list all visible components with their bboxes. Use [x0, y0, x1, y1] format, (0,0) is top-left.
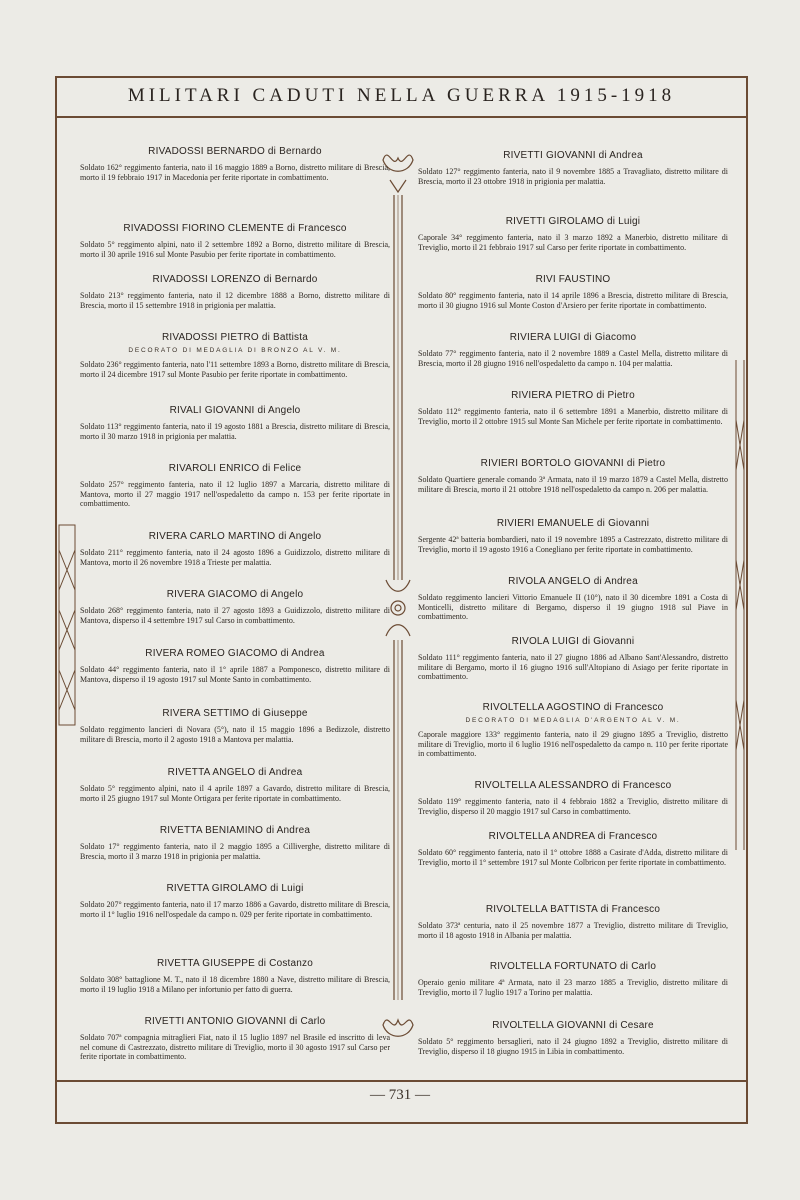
soldier-name: RIVERA GIACOMO di Angelo — [166, 589, 304, 600]
soldier-name: RIVIERA PIETRO di Pietro — [511, 390, 635, 401]
soldier-name: RIVETTA GIROLAMO di Luigi — [166, 883, 304, 894]
page-title: MILITARI CADUTI NELLA GUERRA 1915-1918 — [127, 85, 676, 106]
record-entry — [418, 390, 728, 426]
record-text: Soldato 5° reggimento bersaglieri, nato il 24 giugno 1892 a Treviglio, distretto militare di Treviglio, disperso il 18 giugno 1915 in Libia in combattimento. — [418, 1037, 728, 1056]
record-text: Soldato 44° reggimento fanteria, nato il 1° aprile 1887 a Pomponesco, distretto militare di Mantova, disperso il 19 agosto 1917 sul Monte Santo in combattimento. — [80, 665, 390, 684]
record-text: Soldato 211° reggimento fanteria, nato il 24 agosto 1896 a Guidizzolo, distretto militare di Mantova, morto il 26 novembre 1918 a Trieste per malattia. — [80, 548, 390, 567]
record-entry — [80, 223, 390, 259]
soldier-name: RIVOLTELLA FORTUNATO di Carlo — [489, 961, 657, 972]
record-entry — [418, 332, 728, 368]
record-text: Operaio genio militare 4ª Armata, nato il 23 marzo 1885 a Treviglio, distretto militare di Treviglio, morto il 7 luglio 1917 a Torino per malattia. — [418, 978, 728, 997]
record-entry — [80, 463, 390, 509]
right-column — [418, 128, 728, 1073]
soldier-name: RIVOLTELLA BATTISTA di Francesco — [485, 904, 661, 915]
soldier-name: RIVOLTELLA ANDREA di Francesco — [488, 831, 658, 842]
record-text: Soldato 127° reggimento fanteria, nato il 9 novembre 1885 a Travagliato, distretto militare di Brescia, morto il 23 ottobre 1918 in prigionia per malattia. — [418, 167, 728, 186]
soldier-name: RIVOLTELLA GIOVANNI di Cesare — [492, 1020, 654, 1031]
record-text: Soldato 111° reggimento fanteria, nato il 27 giugno 1886 ad Albano Sant'Alessandro, distretto militare di Bergamo, morto il 16 giugno 1916 sull'Altopiano di Asiago per ferite riportate in combattimento. — [418, 653, 728, 682]
record-text: Soldato 373ª centuria, nato il 25 novembre 1877 a Treviglio, distretto militare di Treviglio, morto il 18 agosto 1918 in Albania per malattia. — [418, 921, 728, 940]
record-entry — [418, 961, 728, 997]
record-entry — [80, 767, 390, 803]
record-entry — [80, 146, 390, 182]
record-entry — [80, 883, 390, 919]
soldier-name: RIVADOSSI PIETRO di Battista — [161, 332, 308, 343]
record-text: Soldato 707ª compagnia mitraglieri Fiat, nato il 15 luglio 1897 nel Brasile ed inscritto di leva nel comune di Castrezzato, distretto militare di Treviglio, morto il 30 agosto 1917 sul Carso per ferite riportate in combattimento. — [80, 1033, 390, 1062]
soldier-name: RIVETTI GIOVANNI di Andrea — [503, 150, 643, 161]
soldier-name: RIVIERI EMANUELE di Giovanni — [496, 518, 650, 529]
soldier-name: RIVIERI BORTOLO GIOVANNI di Pietro — [480, 458, 666, 469]
record-entry — [80, 1016, 390, 1062]
record-entry — [80, 958, 390, 994]
record-entry — [418, 518, 728, 554]
record-entry — [418, 780, 728, 816]
record-entry — [418, 458, 728, 494]
record-entry — [418, 150, 728, 186]
record-text: Soldato 119° reggimento fanteria, nato il 4 febbraio 1882 a Treviglio, distretto militare di Treviglio, disperso il 20 maggio 1917 sul Carso in combattimento. — [418, 797, 728, 816]
record-text: Soldato 80° reggimento fanteria, nato il 14 aprile 1896 a Brescia, distretto militare di Brescia, morto il 30 giugno 1916 sul Monte Coston d'Arsiero per ferite riportate in combattimento. — [418, 291, 728, 310]
soldier-name: RIVALI GIOVANNI di Angelo — [169, 405, 301, 416]
left-column — [80, 128, 390, 1073]
record-entry — [80, 825, 390, 861]
record-text: Caporale 34° reggimento fanteria, nato il 3 marzo 1892 a Manerbio, distretto militare di Treviglio, morto il 21 febbraio 1917 sul Carso per ferite riportate in combattimento. — [418, 233, 728, 252]
record-text: Soldato 17° reggimento fanteria, nato il 2 maggio 1895 a Cilliverghe, distretto militare di Brescia, morto il 3 marzo 1918 in prigionia per malattia. — [80, 842, 390, 861]
soldier-name: RIVADOSSI LORENZO di Bernardo — [152, 274, 318, 285]
soldier-name: RIVETTI ANTONIO GIOVANNI di Carlo — [144, 1016, 326, 1027]
soldier-name: RIVADOSSI BERNARDO di Bernardo — [148, 146, 322, 157]
record-text: Soldato 112° reggimento fanteria, nato il 6 settembre 1891 a Manerbio, distretto militare di Treviglio, morto il 2 ottobre 1915 sul Monte San Michele per ferite riportate in combattimento. — [418, 407, 728, 426]
page-number: — 731 — — [370, 1087, 430, 1103]
record-text: Soldato 268° reggimento fanteria, nato il 27 agosto 1893 a Guidizzolo, distretto militare di Mantova, disperso il 4 settembre 1917 sul Carso in combattimento. — [80, 606, 390, 625]
soldier-name: RIVIERA LUIGI di Giacomo — [509, 332, 637, 343]
record-text: Soldato 113° reggimento fanteria, nato il 19 agosto 1881 a Brescia, distretto militare di Brescia, morto il 30 marzo 1918 in prigionia per malattia. — [80, 422, 390, 441]
record-text: Soldato 77° reggimento fanteria, nato il 2 novembre 1889 a Castel Mella, distretto militare di Brescia, morto il 28 giugno 1916 nell'ospedaletto da campo n. 104 per malattia. — [418, 349, 728, 368]
record-text: Soldato Quartiere generale comando 3ª Armata, nato il 19 marzo 1879 a Castel Mella, distretto militare di Brescia, morto il 21 ottobre 1918 nell'ospedaletto da campo n. 206 per malattia. — [418, 475, 728, 494]
record-entry — [418, 274, 728, 310]
soldier-name: RIVI FAUSTINO — [535, 274, 611, 285]
record-text: Soldato 5° reggimento alpini, nato il 4 aprile 1897 a Gavardo, distretto militare di Brescia, morto il 25 giugno 1917 sul Monte Ortigara per ferite riportate in combattimento. — [80, 784, 390, 803]
record-text: Soldato 162° reggimento fanteria, nato il 16 maggio 1889 a Borno, distretto militare di Brescia, morto il 19 febbraio 1917 in Macedonia per ferite riportate in combattimento. — [80, 163, 390, 182]
soldier-name: RIVERA ROMEO GIACOMO di Andrea — [145, 648, 325, 659]
right-side-ornament — [730, 360, 750, 850]
soldier-name: RIVOLTELLA AGOSTINO di Francesco — [482, 702, 664, 713]
record-entry — [80, 405, 390, 441]
decoration-note: DECORATO DI MEDAGLIA D'ARGENTO AL V. M. — [465, 717, 681, 724]
record-text: Soldato reggimento lancieri Vittorio Emanuele II (10°), nato il 30 dicembre 1891 a Costa di Monticelli, distretto militare di Bergamo, disperso il 19 giugno 1918 sul Piave in combattimento. — [418, 593, 728, 622]
record-entry — [418, 904, 728, 940]
footer-rule — [55, 1080, 748, 1082]
record-entry — [418, 831, 728, 867]
record-entry — [80, 648, 390, 684]
soldier-name: RIVOLTELLA ALESSANDRO di Francesco — [474, 780, 672, 791]
soldier-name: RIVERA CARLO MARTINO di Angelo — [148, 531, 322, 542]
soldier-name: RIVETTA ANGELO di Andrea — [167, 767, 303, 778]
record-text: Soldato 5° reggimento alpini, nato il 2 settembre 1892 a Borno, distretto militare di Brescia, morto il 30 aprile 1916 sul Monte Pasubio per ferite riportate in combattimento. — [80, 240, 390, 259]
soldier-name: RIVETTA GIUSEPPE di Costanzo — [156, 958, 314, 969]
record-entry — [418, 576, 728, 622]
soldier-name: RIVERA SETTIMO di Giuseppe — [162, 708, 308, 719]
soldier-name: RIVETTA BENIAMINO di Andrea — [159, 825, 311, 836]
record-entry — [80, 332, 390, 379]
soldier-name: RIVOLA ANGELO di Andrea — [508, 576, 638, 587]
record-text: Soldato 213° reggimento fanteria, nato il 12 dicembre 1888 a Borno, distretto militare di Brescia, morto il 15 settembre 1918 in prigionia per malattia. — [80, 291, 390, 310]
soldier-name: RIVETTI GIROLAMO di Luigi — [505, 216, 641, 227]
decoration-note: DECORATO DI MEDAGLIA DI BRONZO AL V. M. — [128, 347, 342, 354]
record-text: Soldato 60° reggimento fanteria, nato il 1° ottobre 1888 a Casirate d'Adda, distretto militare di Treviglio, morto il 1° settembre 1917 sul Monte Colbricon per ferite riportate in combattimento. — [418, 848, 728, 867]
record-text: Soldato 207° reggimento fanteria, nato il 17 marzo 1886 a Gavardo, distretto militare di Brescia, morto il 1° luglio 1916 nell'ospedale da campo n. 029 per ferite riportate in combattimento. — [80, 900, 390, 919]
record-text: Soldato 257° reggimento fanteria, nato il 12 luglio 1897 a Marcaria, distretto militare di Mantova, morto il 27 maggio 1917 nell'ospedaletto da campo n. 153 per ferite riportate in combattimento. — [80, 480, 390, 509]
record-entry — [418, 702, 728, 759]
record-entry — [80, 531, 390, 567]
record-entry — [418, 636, 728, 682]
record-text: Caporale maggiore 133° reggimento fanteria, nato il 29 giugno 1895 a Treviglio, distretto militare di Treviglio, morto il 6 luglio 1916 nell'ospedaletto da campo n. 110 per ferite riportate in combattimento. — [418, 730, 728, 759]
record-entry — [80, 589, 390, 625]
soldier-name: RIVAROLI ENRICO di Felice — [168, 463, 302, 474]
record-entry — [418, 216, 728, 252]
record-text: Soldato 236° reggimento fanteria, nato l'11 settembre 1893 a Borno, distretto militare di Brescia, morto il 24 dicembre 1917 sul Monte Pasubio per ferite riportate in combattimento. — [80, 360, 390, 379]
record-text: Soldato 308° battaglione M. T., nato il 18 dicembre 1880 a Nave, distretto militare di Brescia, morto il 19 luglio 1918 a Milano per infortunio per fatto di guerra. — [80, 975, 390, 994]
soldier-name: RIVOLA LUIGI di Giovanni — [511, 636, 635, 647]
left-side-ornament — [56, 520, 78, 730]
record-entry — [80, 708, 390, 744]
soldier-name: RIVADOSSI FIORINO CLEMENTE di Francesco — [123, 223, 347, 234]
record-text: Sergente 42ª batteria bombardieri, nato il 19 novembre 1895 a Castrezzato, distretto militare di Treviglio, morto il 19 agosto 1916 a Conegliano per ferite riportate in combattimento. — [418, 535, 728, 554]
record-entry — [418, 1020, 728, 1056]
record-entry — [80, 274, 390, 310]
record-text: Soldato reggimento lancieri di Novara (5°), nato il 15 maggio 1896 a Bedizzole, distretto militare di Brescia, morto il 2 agosto 1918 a Mantova per malattia. — [80, 725, 390, 744]
title-bar — [55, 76, 748, 118]
